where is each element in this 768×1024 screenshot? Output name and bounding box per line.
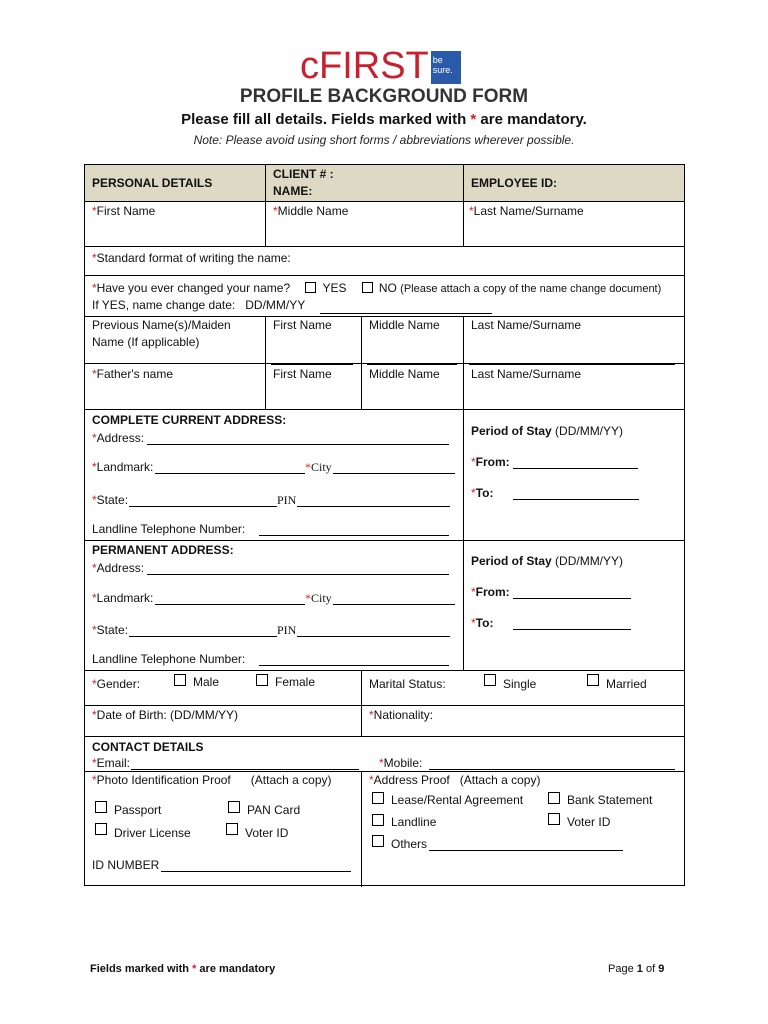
form-title: PROFILE BACKGROUND FORM xyxy=(239,86,529,107)
father-first-name-label: First Name xyxy=(273,367,332,381)
current-state-field[interactable] xyxy=(129,506,277,507)
current-address-label: *Address: xyxy=(92,431,145,445)
landline-checkbox[interactable] xyxy=(372,814,384,826)
current-to-field[interactable] xyxy=(513,499,639,500)
driver-license-checkbox[interactable] xyxy=(95,823,107,835)
current-pin-field[interactable] xyxy=(297,506,450,507)
mobile-field[interactable] xyxy=(429,769,675,770)
no-checkbox[interactable] xyxy=(362,282,373,293)
current-city-label: *City xyxy=(305,460,332,474)
current-address-field[interactable] xyxy=(147,444,449,445)
passport-label: Passport xyxy=(114,803,162,817)
female-checkbox[interactable] xyxy=(256,674,268,686)
employee-id-label: EMPLOYEE ID: xyxy=(471,176,558,190)
permanent-address-label: *Address: xyxy=(92,561,145,575)
current-from-field[interactable] xyxy=(513,468,638,469)
permanent-address-heading: PERMANENT ADDRESS: xyxy=(92,543,234,557)
others-checkbox[interactable] xyxy=(372,835,384,847)
dob-label: *Date of Birth: (DD/MM/YY) xyxy=(92,708,239,722)
address-voter-id-checkbox[interactable] xyxy=(548,813,560,825)
contact-details-heading: CONTACT DETAILS xyxy=(92,740,204,754)
name-label: NAME: xyxy=(273,184,313,198)
current-period-label: Period of Stay (DD/MM/YY) xyxy=(471,424,624,438)
current-landline-field[interactable] xyxy=(259,535,449,536)
address-proof-label: *Address Proof (Attach a copy) xyxy=(369,773,541,787)
address-voter-id-label: Voter ID xyxy=(567,815,611,829)
father-middle-name-label: Middle Name xyxy=(369,367,440,381)
standard-format-label: *Standard format of writing the name: xyxy=(92,251,291,265)
bank-statement-label: Bank Statement xyxy=(567,793,653,807)
cfirst-logo xyxy=(300,45,461,87)
pan-card-label: PAN Card xyxy=(247,803,301,817)
middle-name-label: *Middle Name xyxy=(273,204,349,218)
yes-label: YES xyxy=(322,281,347,295)
permanent-city-field[interactable] xyxy=(333,604,455,605)
no-label: NO xyxy=(378,281,397,295)
name-change-date-label: If YES, name change date: DD/MM/YY xyxy=(92,298,306,312)
permanent-state-label: *State: xyxy=(92,623,129,637)
id-number-field[interactable] xyxy=(161,871,351,872)
id-number-label: ID NUMBER xyxy=(92,858,160,872)
permanent-from-label: *From: xyxy=(471,585,510,599)
name-change-document-note: (Please attach a copy of the name change document) xyxy=(400,283,662,295)
permanent-period-label: Period of Stay (DD/MM/YY) xyxy=(471,554,624,568)
male-label: Male xyxy=(193,675,220,689)
voter-id-checkbox[interactable] xyxy=(226,823,238,835)
passport-checkbox[interactable] xyxy=(95,801,107,813)
current-pin-label: PIN xyxy=(277,493,297,507)
marital-status-label: Marital Status: xyxy=(369,677,446,691)
nationality-label: *Nationality: xyxy=(369,708,434,722)
email-label: *Email: xyxy=(92,756,131,770)
permanent-from-field[interactable] xyxy=(513,598,631,599)
footer-mandatory-note: Fields marked with * are mandatory xyxy=(90,963,276,975)
current-landmark-field[interactable] xyxy=(155,473,305,474)
profile-form xyxy=(84,164,685,886)
current-landline-label: Landline Telephone Number: xyxy=(92,522,246,536)
previous-last-name-label: Last Name/Surname xyxy=(471,318,582,332)
previous-first-name-label: First Name xyxy=(273,318,332,332)
father-last-name-label: Last Name/Surname xyxy=(471,367,582,381)
page-number: Page 1 of 9 xyxy=(608,963,665,975)
male-checkbox[interactable] xyxy=(174,674,186,686)
current-address-heading: COMPLETE CURRENT ADDRESS: xyxy=(92,413,287,427)
photo-id-label: *Photo Identification Proof (Attach a copy) xyxy=(92,773,332,787)
permanent-state-field[interactable] xyxy=(129,636,277,637)
permanent-landline-label: Landline Telephone Number: xyxy=(92,652,246,666)
permanent-to-field[interactable] xyxy=(513,629,631,630)
permanent-pin-field[interactable] xyxy=(297,636,450,637)
current-landmark-label: *Landmark: xyxy=(92,460,154,474)
permanent-address-field[interactable] xyxy=(147,574,449,575)
name-change-question: *Have you ever changed your name? YES NO (Please attach a copy of the name change document) xyxy=(92,281,662,295)
driver-license-label: Driver License xyxy=(114,826,191,840)
email-field[interactable] xyxy=(131,769,359,770)
permanent-pin-label: PIN xyxy=(277,623,297,637)
pan-card-checkbox[interactable] xyxy=(228,801,240,813)
mobile-label: *Mobile: xyxy=(379,756,423,770)
permanent-to-label: *To: xyxy=(471,616,494,630)
single-label: Single xyxy=(503,677,537,691)
permanent-landmark-field[interactable] xyxy=(155,604,305,605)
voter-id-label: Voter ID xyxy=(245,826,289,840)
first-name-label: *First Name xyxy=(92,204,156,218)
form-subtitle: Please fill all details. Fields marked with * are mandatory. xyxy=(181,111,587,128)
others-label: Others xyxy=(391,837,428,851)
married-label: Married xyxy=(606,677,647,691)
logo-tagline: be sure. xyxy=(431,51,461,84)
previous-names-label-1: Previous Name(s)/Maiden xyxy=(92,318,231,332)
lease-checkbox[interactable] xyxy=(372,792,384,804)
name-change-date-format: DD/MM/YY xyxy=(245,298,306,312)
form-note: Note: Please avoid using short forms / abbreviations wherever possible. xyxy=(193,133,575,147)
last-name-label: *Last Name/Surname xyxy=(469,204,584,218)
current-state-label: *State: xyxy=(92,493,129,507)
personal-details-heading: PERSONAL DETAILS xyxy=(92,176,213,190)
permanent-landline-field[interactable] xyxy=(259,665,449,666)
father-name-label: *Father's name xyxy=(92,367,173,381)
current-to-label: *To: xyxy=(471,486,494,500)
name-change-date-field[interactable] xyxy=(320,313,492,314)
current-from-label: *From: xyxy=(471,455,510,469)
landline-label: Landline xyxy=(391,815,437,829)
client-number-label: CLIENT # : xyxy=(273,167,334,181)
previous-names-label-2: Name (If applicable) xyxy=(92,335,200,349)
lease-label: Lease/Rental Agreement xyxy=(391,793,524,807)
logo-text: cFIRST xyxy=(300,45,429,87)
permanent-city-label: *City xyxy=(305,591,332,605)
married-checkbox[interactable] xyxy=(587,674,599,686)
others-field[interactable] xyxy=(429,850,623,851)
yes-checkbox[interactable] xyxy=(305,282,316,293)
current-city-field[interactable] xyxy=(333,473,455,474)
previous-middle-name-label: Middle Name xyxy=(369,318,440,332)
bank-statement-checkbox[interactable] xyxy=(548,792,560,804)
gender-label: *Gender: xyxy=(92,677,141,691)
female-label: Female xyxy=(275,675,316,689)
permanent-landmark-label: *Landmark: xyxy=(92,591,154,605)
single-checkbox[interactable] xyxy=(484,674,496,686)
